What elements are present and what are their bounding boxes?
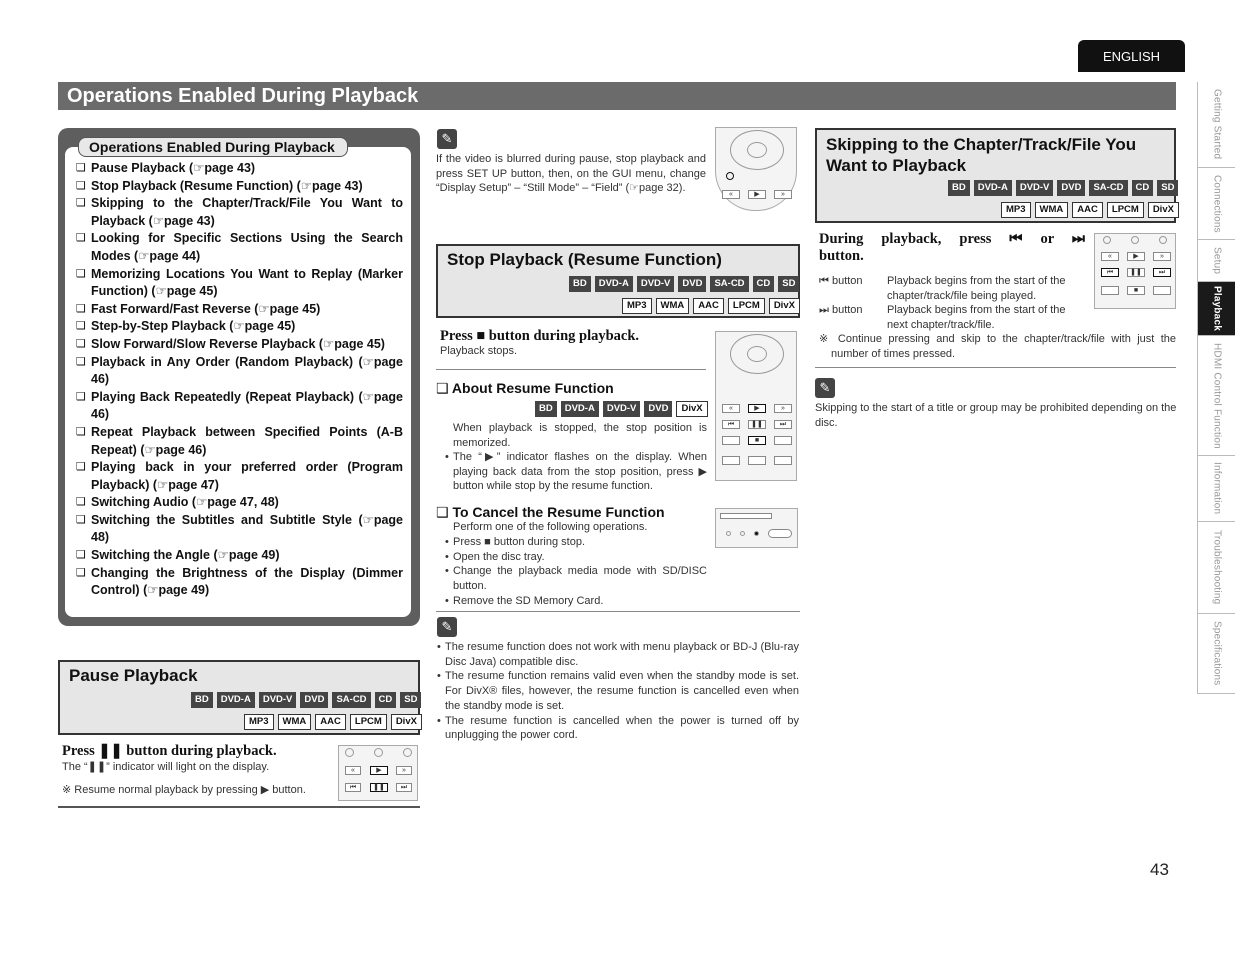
- about-bullets: [445, 450, 707, 494]
- divider: [436, 611, 800, 612]
- skip-prev-desc: Playback begins from the start of the chapter/track/file being played.: [887, 275, 1066, 302]
- format-badge: MP3: [1001, 202, 1031, 218]
- side-nav-setup[interactable]: Setup: [1198, 240, 1235, 282]
- side-nav: [1197, 82, 1235, 694]
- stop-note: • The resume function remains valid even when the standby mode is set. For DivX® files, however, the resume function is cancelled even when the standby mode is set.: [437, 669, 799, 713]
- divider: [815, 367, 1176, 368]
- format-badge: DVD-A: [974, 180, 1012, 196]
- skip-instruction: During playback, press ⏮ or ⏭ button.: [819, 231, 1085, 264]
- cancel-intro: Perform one of the following operations.: [453, 521, 648, 533]
- format-badge: MP3: [622, 298, 652, 314]
- stop-note: • The resume function does not work with menu playback or BD-J (Blu-ray Disc Java) compatible disc.: [437, 640, 799, 669]
- format-badge: SA-CD: [332, 692, 370, 708]
- format-badge: LPCM: [728, 298, 765, 314]
- stop-desc: Playback stops.: [440, 345, 518, 357]
- format-badge: BD: [535, 401, 557, 417]
- note-icon: ✎: [437, 617, 457, 637]
- cancel-item: • Open the disc tray.: [445, 550, 707, 565]
- stop-notes: [437, 640, 799, 743]
- toc-item[interactable]: ❑ Skipping to the Chapter/Track/File You Want to Playback (☞page 43): [76, 195, 403, 230]
- note-icon: ✎: [437, 129, 457, 149]
- format-badge: DVD: [300, 692, 328, 708]
- remote-illustration-pause: « ▶ » ⏮ ❚❚ ⏭: [338, 745, 418, 801]
- skip-next-desc: Playback begins from the start of the next chapter/track/file.: [887, 304, 1066, 331]
- toc-item[interactable]: ❑ Playing Back Repeatedly (Repeat Playback) (☞page 46): [76, 389, 403, 424]
- note-top-text: If the video is blurred during pause, stop playback and press SET UP button, then, on the GUI menu, change “Display Setup” – “Still Mode” – “Field” (☞page 32).: [436, 153, 706, 195]
- format-badge: DVD-V: [1016, 180, 1054, 196]
- pause-format-badges: [191, 692, 421, 708]
- format-badge: AAC: [1072, 202, 1103, 218]
- format-badge: BD: [569, 276, 591, 292]
- page-number: 43: [1150, 860, 1169, 879]
- cancel-item: • Remove the SD Memory Card.: [445, 594, 707, 609]
- toc-item[interactable]: ❑ Repeat Playback between Specified Points (A-B Repeat) (☞page 46): [76, 424, 403, 459]
- pause-note: ※ Resume normal playback by pressing ▶ button.: [62, 784, 306, 796]
- device-illustration: [715, 508, 798, 548]
- format-badge: MP3: [244, 714, 274, 730]
- side-nav-information[interactable]: Information: [1198, 456, 1235, 522]
- format-badge: WMA: [656, 298, 690, 314]
- toc-item[interactable]: ❑ Memorizing Locations You Want to Replay (Marker Function) (☞page 45): [76, 266, 403, 301]
- toc-item[interactable]: ❑ Pause Playback (☞page 43): [76, 160, 403, 178]
- remote-illustration-stop: « ▶ » ⏮ ❚❚ ⏭ ■: [715, 331, 797, 481]
- skip-title: Skipping to the Chapter/Track/File You Want to Playback: [826, 135, 1137, 175]
- remote-illustration-skip: « ▶ » ⏮ ❚❚ ⏭ ■: [1094, 233, 1176, 309]
- cancel-item: • Press ■ button during stop.: [445, 535, 707, 550]
- format-badge: DVD-V: [259, 692, 297, 708]
- pause-instruction: Press ❚❚ button during playback.: [62, 743, 277, 759]
- format-badge: LPCM: [1107, 202, 1144, 218]
- format-badge: DivX: [1148, 202, 1179, 218]
- skip-footnote: ※ Continue pressing and skip to the chapter/track/file with just the number of times pressed.: [819, 333, 1176, 360]
- format-badge: AAC: [693, 298, 724, 314]
- toc-item[interactable]: ❑ Fast Forward/Fast Reverse (☞page 45): [76, 301, 403, 319]
- about-format-badges: [535, 401, 708, 417]
- language-tab: ENGLISH: [1078, 40, 1185, 72]
- format-badge: BD: [948, 180, 970, 196]
- side-nav-playback[interactable]: Playback: [1198, 282, 1235, 336]
- side-nav-hdmi-control[interactable]: HDMI Control Function: [1198, 336, 1235, 456]
- cancel-list: [445, 535, 707, 609]
- toc-item[interactable]: ❑ Looking for Specific Sections Using the Search Modes (☞page 44): [76, 230, 403, 265]
- format-badge: SA-CD: [1089, 180, 1127, 196]
- format-badge: DVD-A: [217, 692, 255, 708]
- cancel-resume-heading: ❑ To Cancel the Resume Function: [436, 504, 665, 520]
- toc-item[interactable]: ❑ Changing the Brightness of the Display (Dimmer Control) (☞page 49): [76, 565, 403, 600]
- toc-item[interactable]: ❑ Switching the Angle (☞page 49): [76, 547, 403, 565]
- format-badge: CD: [1132, 180, 1154, 196]
- stop-note: • The resume function is cancelled when the power is turned off by unplugging the power cord.: [437, 714, 799, 743]
- skip-note: Skipping to the start of a title or group may be prohibited depending on the disc.: [815, 402, 1177, 429]
- pause-title: Pause Playback: [69, 666, 198, 685]
- format-badge: CD: [375, 692, 397, 708]
- format-badge: CD: [753, 276, 775, 292]
- format-badge: DVD-A: [561, 401, 599, 417]
- skip-format-badges: [948, 180, 1178, 196]
- side-nav-specifications[interactable]: Specifications: [1198, 614, 1235, 694]
- toc-item[interactable]: ❑ Switching the Subtitles and Subtitle Style (☞page 48): [76, 512, 403, 547]
- toc-item[interactable]: ❑ Switching Audio (☞page 47, 48): [76, 494, 403, 512]
- format-badge: DVD: [678, 276, 706, 292]
- toc-title: Operations Enabled During Playback: [78, 137, 348, 157]
- toc-list: [76, 160, 403, 600]
- side-nav-getting-started[interactable]: Getting Started: [1198, 82, 1235, 168]
- format-badge: DVD: [1057, 180, 1085, 196]
- format-badge: SA-CD: [710, 276, 748, 292]
- pause-desc: The “❚❚” indicator will light on the display.: [62, 761, 270, 773]
- stop-format-badges-2: [622, 298, 800, 314]
- format-badge: WMA: [1035, 202, 1069, 218]
- toc-item[interactable]: ❑ Stop Playback (Resume Function) (☞page 43): [76, 178, 403, 196]
- format-badge: DivX: [391, 714, 422, 730]
- format-badge: SD: [1157, 180, 1178, 196]
- format-badge: DVD: [644, 401, 672, 417]
- remote-illustration-setup: « ▶ »: [715, 127, 797, 211]
- pause-format-badges-2: [244, 714, 422, 730]
- note-icon: ✎: [815, 378, 835, 398]
- format-badge: DVD-A: [595, 276, 633, 292]
- skip-next-label: ⏭ button: [819, 304, 863, 316]
- skip-prev-label: ⏮ button: [819, 275, 863, 287]
- toc-item[interactable]: ❑ Slow Forward/Slow Reverse Playback (☞page 45): [76, 336, 403, 354]
- toc-item[interactable]: ❑ Step-by-Step Playback (☞page 45): [76, 318, 403, 336]
- skip-format-badges-2: [1001, 202, 1179, 218]
- cancel-item: • Change the playback media mode with SD/DISC button.: [445, 564, 707, 593]
- about-text-1: When playback is stopped, the stop position is memorized.: [453, 422, 707, 449]
- format-badge: DivX: [769, 298, 800, 314]
- format-badge: LPCM: [350, 714, 387, 730]
- format-badge: WMA: [278, 714, 312, 730]
- format-badge: DVD-V: [637, 276, 675, 292]
- toc-item[interactable]: ❑ Playback in Any Order (Random Playback) (☞page 46): [76, 354, 403, 389]
- page-title: Operations Enabled During Playback: [58, 82, 1176, 110]
- divider: [58, 806, 420, 808]
- side-nav-connections[interactable]: Connections: [1198, 168, 1235, 240]
- format-badge: DVD-V: [603, 401, 641, 417]
- format-badge: SD: [778, 276, 799, 292]
- format-badge: BD: [191, 692, 213, 708]
- format-badge: DivX: [676, 401, 707, 417]
- stop-title: Stop Playback (Resume Function): [447, 250, 722, 269]
- toc-item[interactable]: ❑ Playing back in your preferred order (Program Playback) (☞page 47): [76, 459, 403, 494]
- divider: [436, 369, 706, 370]
- side-nav-troubleshooting[interactable]: Troubleshooting: [1198, 522, 1235, 614]
- about-resume-heading: ❑ About Resume Function: [436, 380, 614, 396]
- about-bullet: • The “▶” indicator flashes on the display. When playing back data from the stop position, press ▶ button while stop by the resume function.: [445, 450, 707, 494]
- format-badge: SD: [400, 692, 421, 708]
- stop-format-badges: [569, 276, 799, 292]
- stop-instruction: Press ■ button during playback.: [440, 328, 640, 344]
- format-badge: AAC: [315, 714, 346, 730]
